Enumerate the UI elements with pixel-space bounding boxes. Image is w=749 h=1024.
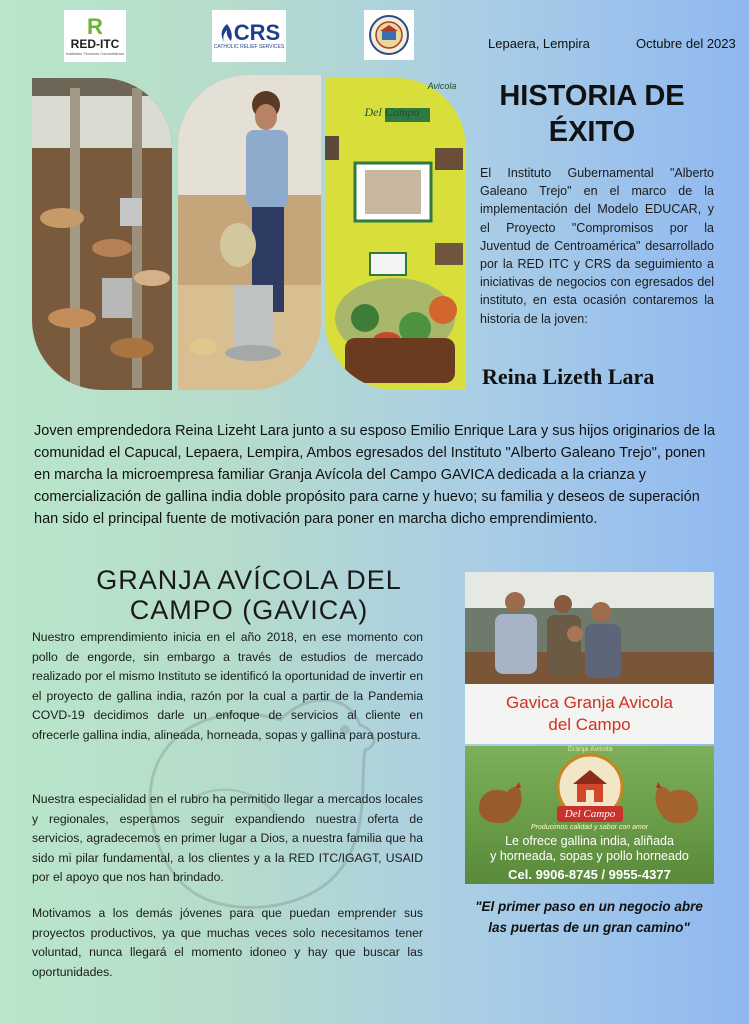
header-date: Octubre del 2023 bbox=[636, 36, 736, 51]
hen-right-icon bbox=[650, 778, 706, 828]
crs-logo-name: CRS bbox=[218, 22, 280, 44]
institute-seal-icon bbox=[368, 14, 410, 56]
section-title bbox=[64, 565, 434, 625]
crs-flame-icon bbox=[218, 23, 234, 43]
photo-chicken-coop bbox=[32, 78, 172, 390]
red-itc-logo bbox=[64, 10, 126, 62]
ad-phone: Cel. 9906-8745 / 9955-4377 bbox=[508, 867, 671, 882]
page-title bbox=[482, 78, 702, 150]
ad-banner bbox=[465, 684, 714, 744]
header-location: Lepaera, Lempira bbox=[488, 36, 590, 51]
poster-brand-label: Del Campo bbox=[364, 105, 420, 119]
photo-poster-display bbox=[325, 78, 466, 390]
red-itc-logo-name: RED-ITC bbox=[70, 37, 120, 51]
featured-name: Reina Lizeth Lara bbox=[482, 364, 655, 389]
red-itc-logo-sub: Institutos Técnicos Comunitarios bbox=[66, 51, 124, 56]
closing-quote-line1: "El primer paso en un negocio abre bbox=[475, 899, 703, 914]
intro-paragraph: El Instituto Gubernamental "Alberto Galeano Trejo" en el marco de la implementación del Modelo EDUCAR, y el Proyecto "Compromisos por la Juventud de Centroamérica" desarrollado por la RED ITC y CRS da seguimiento a iniciativas de negocios con egresados del instituto, en esta ocasión contaremos la historia de la joven: bbox=[480, 166, 714, 326]
summary-paragraph: Joven emprendedora Reina Lizeht Lara junto a su esposo Emilio Enrique Lara y sus hijos originarios de la comunidad el Capucal, Lepaera, Lempira, Ambos egresados del Instituto "Alberto Galeano Trejo", ponen en marcha la microempresa familiar Granja Avícola del Campo GAVICA dedicada a la crianza y comercialización de gallina india doble propósito para carne y huevo; su familia y deseos de superación han sido el principal fuente de motivación para poner en marcha dicho emprendimiento. bbox=[34, 423, 716, 527]
section-paragraph-3: Motivamos a los demás jóvenes para que puedan emprender sus proyectos productivos, ya que muchas veces solo necesitamos tener voluntad, nunca llegará el momento idoneo y hay que buscar las oportunidades. bbox=[32, 906, 423, 979]
family-photo bbox=[465, 572, 714, 684]
section-title-line1: GRANJA AVÍCOLA DEL bbox=[96, 565, 402, 595]
ad-arc-text: Granja Avicola bbox=[567, 746, 613, 753]
crs-logo-sub: CATHOLIC RELIEF SERVICES bbox=[213, 44, 285, 50]
red-itc-logo-mark: R bbox=[87, 14, 103, 39]
ad-offer-line1: Le ofrece gallina india, aliñada bbox=[505, 834, 674, 848]
hen-left-icon bbox=[471, 778, 527, 828]
poster-title-label: Avicola bbox=[427, 81, 457, 91]
section-title-line2: CAMPO (GAVICA) bbox=[129, 595, 369, 625]
ad-tagline: Producimos calidad y sabor con amor bbox=[530, 824, 649, 831]
closing-quote bbox=[455, 896, 723, 938]
page-title-line2: ÉXITO bbox=[548, 116, 636, 148]
ad-banner-line2: del Campo bbox=[548, 715, 631, 734]
ad-brand: Del Campo bbox=[557, 806, 623, 822]
ad-flyer bbox=[465, 746, 714, 884]
photo-woman-feeder bbox=[178, 75, 321, 390]
closing-quote-line2: las puertas de un gran camino" bbox=[488, 920, 690, 935]
section-paragraph-2: Nuestra especialidad en el rubro ha permitido llegar a mercados locales y regionales, esperamos seguir expandiendo nuestra oferta de servicios, agradecemos en primer lugar a Dios, a nuestra familia que ha sido mi pilar fundamental, a los clientes y a la RED ITC/IGAGT, USAID por el apoyo que nos han brindado. bbox=[32, 792, 423, 885]
page-title-line1: HISTORIA DE bbox=[499, 80, 685, 112]
crs-logo bbox=[212, 10, 286, 62]
institute-seal-logo bbox=[364, 10, 414, 60]
ad-banner-line1: Gavica Granja Avicola bbox=[506, 693, 673, 712]
section-paragraph-1: Nuestro emprendimiento inicia en el año 2018, en ese momento con pollo de engorde, sin embargo a través de estudios de mercado realizado por el mismo Instituto se identificó la oportunidad de invertir en el proyecto de gallina india, razón por la cual a partir de la Pandemia COVD-19 decidimos darle un enfoque de servicios al cliente en ofrecerle gallina india, alineada, horneada, sopas y gallina para postura. bbox=[32, 630, 423, 742]
ad-offer-line2: y horneada, sopas y pollo horneado bbox=[490, 849, 689, 863]
